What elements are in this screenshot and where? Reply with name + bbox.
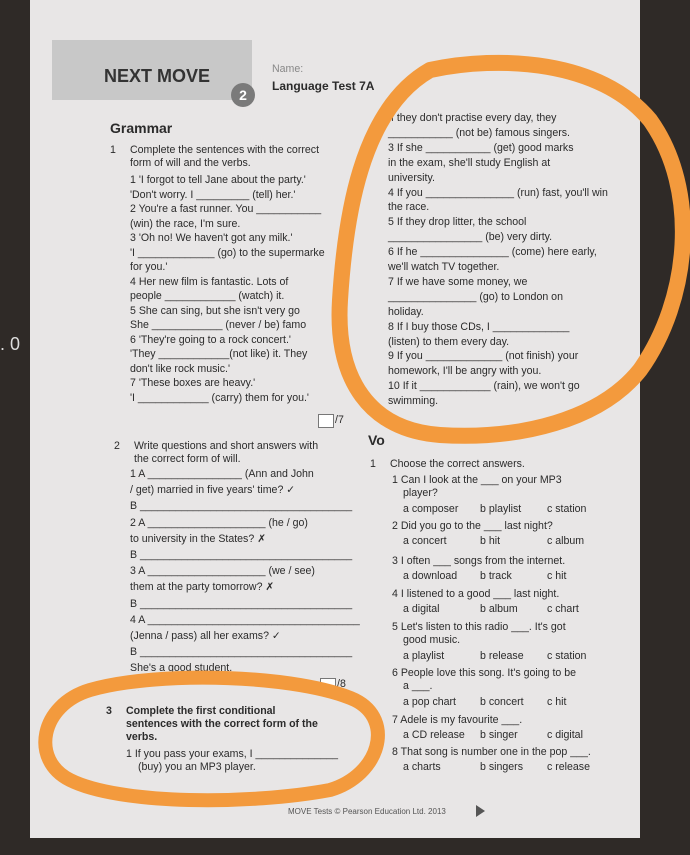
ex2-number: 2 [114, 440, 120, 452]
ex1-score-box [318, 414, 334, 428]
ex1-line-7: for you.' [130, 261, 168, 273]
ex1-cont-line-15: 8 If I buy those CDs, I _____________ [388, 320, 570, 333]
ex1-line-5: 3 'Oh no! We haven't got any milk.' [130, 232, 293, 244]
vocab-option-7-c[interactable]: c digital [547, 729, 583, 741]
ex2-line-12: B ____________________________________ [130, 646, 353, 659]
ex1-cont-line-11: we'll watch TV together. [388, 261, 500, 273]
ex2-line-13: She's a good student. [130, 662, 233, 675]
vocab-option-6-b[interactable]: b concert [480, 696, 524, 708]
footer-copyright: MOVE Tests © Pearson Education Ltd. 2013 [288, 807, 446, 816]
ex2-line-3: B ____________________________________ [130, 500, 353, 513]
vocab-option-2-a[interactable]: a concert [403, 535, 447, 547]
vocab-option-7-a[interactable]: a CD release [403, 729, 465, 741]
ex1-instruction-1: Complete the sentences with the correct [130, 144, 320, 156]
background-left [0, 0, 30, 855]
ex1-line-13: 'They ____________(not like) it. They [130, 348, 308, 360]
ex1-cont-line-14: holiday. [388, 305, 424, 318]
vocab-option-3-a[interactable]: a download [403, 570, 458, 582]
ex2-line-11: (Jenna / pass) all her exams? ✓ [130, 630, 281, 642]
test-title: Language Test 7A [272, 79, 375, 93]
vocab-option-1-a[interactable]: a composer [403, 503, 459, 515]
vocab-question-6-cont: a ___. [403, 680, 433, 692]
ex1-cont-line-18: homework, I'll be angry with you. [388, 365, 542, 378]
ex2-line-6: B ____________________________________ [130, 549, 353, 561]
vocab-question-6: 6 People love this song. It's going to be [392, 667, 577, 679]
vocab-question-5-cont: good music. [403, 634, 461, 646]
ex1-line-10: 5 She can sing, but she isn't very go [130, 304, 300, 317]
ex1-line-15: 7 'These boxes are heavy.' [130, 377, 256, 389]
ex1-line-8: 4 Her new film is fantastic. Lots of [130, 275, 289, 288]
ex1-cont-line-12: 7 If we have some money, we [388, 275, 528, 288]
ex1-cont-line-8: 5 If they drop litter, the school [388, 216, 527, 229]
ex1-score: /7 [335, 414, 344, 426]
ex1-line-6: 'I _____________ (go) to the supermarke [130, 246, 325, 259]
ex1-line-2: 'Don't worry. I _________ (tell) her.' [130, 188, 296, 201]
ex2-score: /8 [337, 678, 346, 690]
vocab-option-4-a[interactable]: a digital [403, 603, 440, 615]
vocab-question-8: 8 That song is number one in the pop ___. [392, 746, 591, 758]
vocab-question-1-cont: player? [403, 487, 438, 499]
ex3-number: 3 [106, 705, 112, 717]
vocab-option-8-b[interactable]: b singers [480, 761, 523, 773]
vocab-option-1-b[interactable]: b playlist [480, 503, 522, 515]
vocab-option-6-a[interactable]: a pop chart [403, 696, 457, 708]
ex1-line-16: 'I ____________ (carry) them for you.' [130, 391, 309, 404]
ex1-line-1: 1 'I forgot to tell Jane about the party.' [130, 174, 306, 186]
ex1-line-12: 6 'They're going to a rock concert.' [130, 333, 291, 346]
vocab-question-4: 4 I listened to a good ___ last night. [392, 588, 560, 600]
ex2-line-8: them at the party tomorrow? ✗ [130, 581, 275, 594]
ex1-number: 1 [110, 144, 116, 156]
ex1-cont-line-3: 3 If she ___________ (get) good marks [388, 141, 574, 154]
ex1-line-14: don't like rock music.' [130, 362, 231, 375]
ex2-line-4: 2 A ____________________ (he / go) [130, 516, 308, 529]
ex1-line-3: 2 You're a fast runner. You ___________ [130, 203, 322, 215]
vocab-question-5: 5 Let's listen to this radio ___. It's got [392, 621, 566, 633]
vocab-option-2-c[interactable]: c album [547, 535, 585, 547]
vocab-question-1: 1 Can I look at the ___ on your MP3 [392, 474, 562, 486]
ex1-cont-line-20: swimming. [388, 395, 439, 408]
ex1-cont-line-17: 9 If you _____________ (not finish) your [388, 350, 579, 363]
ex2-line-7: 3 A ____________________ (we / see) [130, 565, 315, 578]
ex1-cont-line-7: the race. [388, 201, 430, 214]
side-mark: . 0 [0, 334, 21, 354]
vocab-option-6-c[interactable]: c hit [547, 696, 567, 708]
ex1-cont-line-6: 4 If you _______________ (run) fast, you'll win [388, 186, 608, 199]
vocab-ex1-number: 1 [370, 458, 376, 470]
ex1-line-11: She ____________ (never / be) famo [130, 319, 307, 331]
vocab-option-4-b[interactable]: b album [480, 603, 518, 615]
ex2-line-5: to university in the States? ✗ [130, 532, 267, 545]
ex1-cont-line-9: ________________ (be) very dirty. [388, 231, 553, 244]
vocab-option-7-b[interactable]: b singer [480, 729, 518, 741]
ex3-line-2: (buy) you an MP3 player. [138, 761, 256, 773]
next-page-arrow-icon [476, 805, 485, 817]
ex1-instruction-2: form of will and the verbs. [130, 157, 251, 169]
vocab-option-5-b[interactable]: b release [480, 650, 524, 662]
ex2-line-2: / get) married in five years' time? ✓ [130, 484, 296, 497]
ex2-line-9: B ____________________________________ [130, 597, 353, 610]
ex3-instruction-2: sentences with the correct form of the [126, 718, 318, 730]
level-badge: 2 [231, 83, 255, 107]
vocab-option-4-c[interactable]: c chart [547, 603, 579, 615]
ex3-line-1: 1 If you pass your exams, I ______________ [126, 748, 339, 760]
vocab-option-3-c[interactable]: c hit [547, 570, 567, 582]
vocab-option-8-a[interactable]: a charts [403, 761, 441, 773]
ex1-cont-line-1: If they don't practise every day, they [388, 112, 557, 124]
name-label: Name: [272, 63, 304, 75]
vocab-ex1-instruction: Choose the correct answers. [390, 458, 525, 470]
brand-title: NEXT MOVE [104, 66, 211, 86]
background-right [640, 0, 690, 855]
vocab-question-2: 2 Did you go to the ___ last night? [392, 520, 553, 532]
vocab-question-3: 3 I often ___ songs from the internet. [392, 555, 566, 567]
ex1-cont-line-5: university. [388, 171, 435, 184]
ex1-cont-line-16: (listen) to them every day. [388, 335, 510, 348]
vocab-option-3-b[interactable]: b track [480, 570, 512, 582]
ex1-cont-line-13: _______________ (go) to London on [388, 290, 563, 303]
vocab-option-2-b[interactable]: b hit [480, 535, 501, 547]
vocab-question-7: 7 Adele is my favourite ___. [392, 714, 523, 726]
ex1-cont-line-10: 6 If he _______________ (come) here early, [388, 246, 597, 259]
ex1-line-4: (win) the race, I'm sure. [130, 217, 241, 230]
ex1-cont-line-4: in the exam, she'll study English at [388, 156, 551, 169]
ex1-line-9: people ____________ (watch) it. [130, 290, 285, 302]
vocab-heading: Vo [368, 432, 385, 448]
vocab-option-5-c[interactable]: c station [547, 650, 587, 662]
vocab-option-8-c[interactable]: c release [547, 761, 590, 773]
ex2-score-box [320, 678, 336, 692]
ex1-cont-line-2: ___________ (not be) famous singers. [388, 126, 570, 139]
grammar-heading: Grammar [110, 120, 173, 136]
ex3-instruction-1: Complete the first conditional [126, 705, 276, 717]
ex1-cont-line-19: 10 If it ____________ (rain), we won't go [388, 380, 580, 393]
ex2-instruction-2: the correct form of will. [134, 453, 241, 465]
ex2-line-10: 4 A ____________________________________ [130, 613, 360, 626]
ex2-instruction-1: Write questions and short answers with [134, 440, 319, 452]
vocab-option-1-c[interactable]: c station [547, 503, 587, 515]
ex2-line-1: 1 A ________________ (Ann and John [130, 468, 314, 480]
ex3-instruction-3: verbs. [126, 731, 158, 743]
vocab-option-5-a[interactable]: a playlist [403, 650, 445, 662]
